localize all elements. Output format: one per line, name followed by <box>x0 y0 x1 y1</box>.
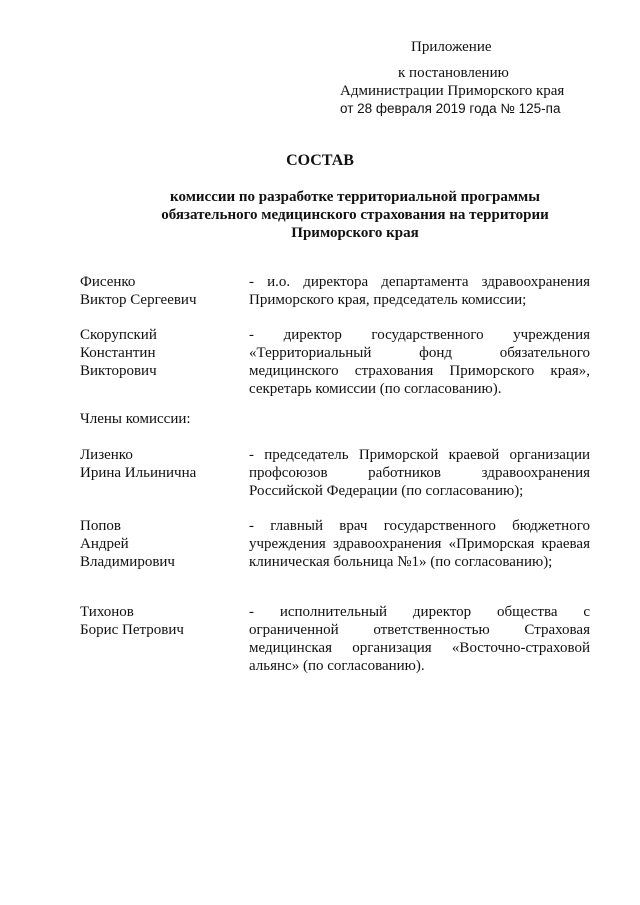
member-name-line: Андрей <box>80 536 129 552</box>
member-role: - исполнительный директор общества с ограниченной ответственностью Страховая медицинская организация «Восточно-страховой альянс» (по согласованию). <box>249 604 590 674</box>
member-name-line: Константин <box>80 345 156 361</box>
member-name <box>80 517 240 571</box>
issuing-authority: Администрации Приморского края <box>340 83 565 99</box>
subtitle-line: обязательного медицинского страхования на территории <box>161 207 549 223</box>
member-name <box>80 273 240 309</box>
member-name-line: Скорупский <box>80 327 157 343</box>
member-name <box>80 603 240 639</box>
member-name-line: Ирина Ильинична <box>80 465 197 481</box>
member-name <box>80 326 240 380</box>
subtitle-line: комиссии по разработке территориальной программы <box>170 189 540 205</box>
member-name <box>80 446 240 482</box>
member-role: - председатель Приморской краевой организации профсоюзов работников здравоохранения Российской Федерации (по согласованию); <box>249 447 590 499</box>
appendix-label: Приложение <box>411 39 492 55</box>
document-subtitle <box>120 188 590 242</box>
member-role: - главный врач государственного бюджетного учреждения здравоохранения «Приморская краевая клиническая больница №1» (по согласованию); <box>249 518 590 570</box>
subtitle-line: Приморского края <box>291 225 419 241</box>
members-section-label: Члены комиссии: <box>80 411 191 427</box>
document-title: СОСТАВ <box>286 152 354 169</box>
member-name-line: Борис Петрович <box>80 622 184 638</box>
member-role: - директор государственного учреждения «Территориальный фонд обязательного медицинского страхования Приморского края», секретарь комиссии (по согласованию). <box>249 327 590 397</box>
member-role: - и.о. директора департамента здравоохранения Приморского края, председатель комиссии; <box>249 274 590 308</box>
member-name-line: Попов <box>80 518 121 534</box>
resolution-date-number: от 28 февраля 2019 года № 125-па <box>340 101 561 116</box>
member-name-line: Фисенко <box>80 274 136 290</box>
member-name-line: Владимирович <box>80 554 175 570</box>
resolution-reference: к постановлению <box>398 65 509 81</box>
member-name-line: Виктор Сергеевич <box>80 292 197 308</box>
member-name-line: Лизенко <box>80 447 133 463</box>
member-name-line: Тихонов <box>80 604 134 620</box>
member-name-line: Викторович <box>80 363 157 379</box>
